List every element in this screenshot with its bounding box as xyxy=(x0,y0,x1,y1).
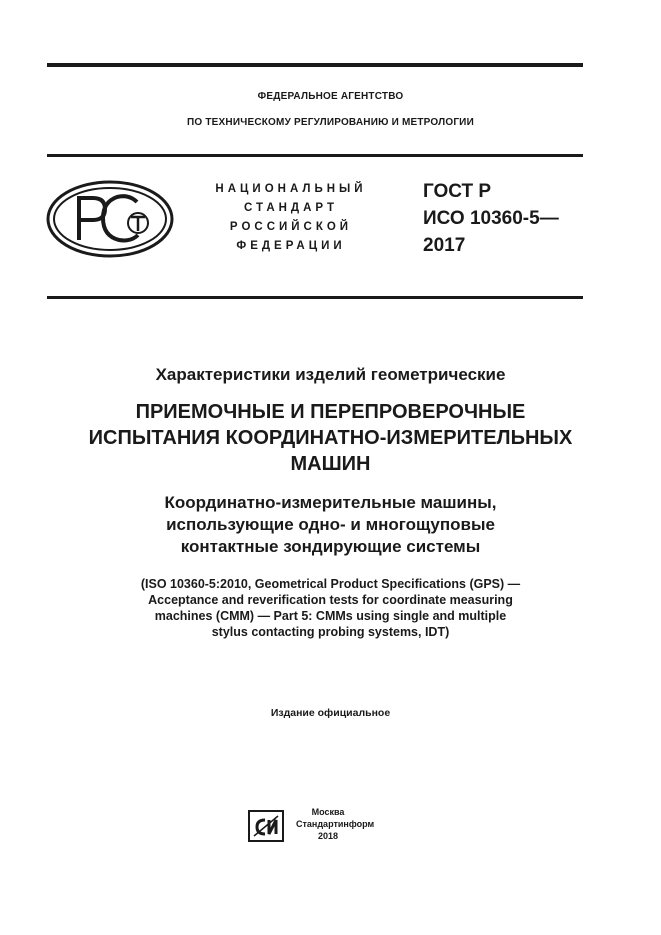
title-line: ИСПЫТАНИЯ КООРДИНАТНО-ИЗМЕРИТЕЛЬНЫХ xyxy=(88,427,573,449)
edition-label: Издание официальное xyxy=(270,707,391,719)
header-rule xyxy=(47,154,583,157)
national-standard-line: НАЦИОНАЛЬНЫЙ xyxy=(215,183,367,195)
iso-reference xyxy=(0,576,661,640)
document-subtitle xyxy=(0,492,661,558)
document-title xyxy=(0,399,661,477)
publisher-city: Москва xyxy=(311,807,345,817)
standard-designation xyxy=(423,178,559,259)
publisher-year: 2018 xyxy=(317,831,339,841)
subtitle-line: использующие одно- и многощуповые xyxy=(166,515,495,534)
designation-line: ИСО 10360-5— xyxy=(423,208,559,229)
standartinform-logo-icon xyxy=(248,810,284,842)
national-standard-label xyxy=(185,180,397,256)
iso-reference-line: Acceptance and reverification tests for coordinate measuring xyxy=(148,593,513,607)
iso-reference-line: (ISO 10360-5:2010, Geometrical Product Specifications (GPS) — xyxy=(140,577,521,591)
subtitle-line: контактные зондирующие системы xyxy=(180,537,481,556)
title-line: МАШИН xyxy=(290,453,371,475)
national-standard-line: ФЕДЕРАЦИИ xyxy=(236,240,346,252)
section-rule xyxy=(47,296,583,299)
iso-reference-line: machines (CMM) — Part 5: CMMs using single and multiple xyxy=(154,609,507,623)
subtitle-line: Координатно-измерительные машины, xyxy=(164,493,497,512)
designation-line: 2017 xyxy=(423,235,466,256)
agency-line-2: ПО ТЕХНИЧЕСКОМУ РЕГУЛИРОВАНИЮ И МЕТРОЛОГИИ xyxy=(187,117,474,128)
iso-reference-line: stylus contacting probing systems, IDT) xyxy=(211,625,450,639)
publisher-name: Стандартинформ xyxy=(296,819,375,829)
national-standard-line: СТАНДАРТ xyxy=(244,202,338,214)
national-standard-line: РОССИЙСКОЙ xyxy=(229,221,353,233)
rst-certification-mark-icon xyxy=(45,180,175,258)
designation-line: ГОСТ Р xyxy=(423,181,492,202)
title-line: ПРИЕМОЧНЫЕ И ПЕРЕПРОВЕРОЧНЫЕ xyxy=(135,401,526,423)
document-category: Характеристики изделий геометрические xyxy=(155,365,506,384)
publisher-info xyxy=(296,806,375,842)
top-rule xyxy=(47,63,583,67)
agency-line-1: ФЕДЕРАЛЬНОЕ АГЕНТСТВО xyxy=(257,91,404,102)
